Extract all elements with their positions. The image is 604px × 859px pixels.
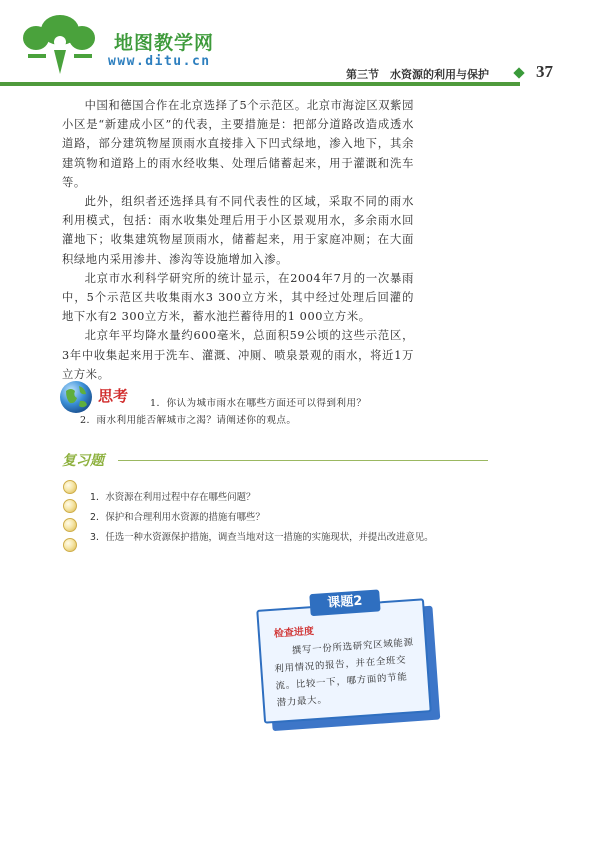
think-label: 思考 bbox=[98, 387, 129, 405]
think-question: 1．你认为城市雨水在哪些方面还可以得到利用？ bbox=[150, 398, 367, 409]
review-rule bbox=[118, 460, 488, 461]
diamond-icon bbox=[513, 67, 524, 78]
tree-people-logo-icon bbox=[18, 14, 108, 78]
bullet-icon bbox=[63, 480, 77, 494]
paragraph: 此外，组织者还选择具有不同代表性的区域，采取不同的雨水利用模式，包括：雨水收集处理后用于小区景观用水，多余雨水回灌地下；收集建筑物屋顶雨水，储蓄起来，用于家庭冲厕；在大面积绿地内采用渗井、渗沟等设施增加入渗。 bbox=[62, 195, 414, 266]
logo-url[interactable]: www.ditu.cn bbox=[108, 54, 211, 69]
review-question: 3．任选一种水资源保护措施，调查当地对这一措施的实施现状，并提出改进意见。 bbox=[90, 532, 434, 543]
header-rule bbox=[0, 82, 520, 86]
think-question: 2．雨水利用能否解城市之渴？请阐述你的观点。 bbox=[80, 415, 297, 426]
section-title: 第三节 水资源的利用与保护 bbox=[346, 68, 489, 81]
paragraph: 北京市水利科学研究所的统计显示，在2004年7月的一次暴雨中，5个示范区共收集雨水3 300立方米，其中经过处理后回灌的地下水有2 300立方米，蓄水池拦蓄待用的1 000立方米。 bbox=[62, 271, 414, 324]
bullet-icon bbox=[63, 538, 77, 552]
paragraph: 北京年平均降水量约600毫米，总面积59公顷的这些示范区，3年中收集起来用于洗车、灌溉、冲厕、喷泉景观的雨水，将近1万立方米。 bbox=[62, 329, 414, 381]
page-number: 37 bbox=[536, 62, 553, 81]
project-heading: 检查进度 bbox=[273, 626, 315, 640]
logo-name: 地图教学网 bbox=[114, 32, 215, 54]
project-tab: 课题2 bbox=[309, 589, 380, 616]
project-text: 撰写一份所选研究区域能源利用情况的报告，并在全班交流。比较一下，哪方面的节能潜力最大。 bbox=[274, 637, 415, 709]
bullet-icon bbox=[63, 499, 77, 513]
body-text bbox=[62, 96, 414, 384]
project-card bbox=[256, 593, 432, 723]
globe-icon bbox=[58, 379, 94, 415]
bullet-icon bbox=[63, 518, 77, 532]
site-logo[interactable] bbox=[18, 14, 228, 78]
review-title: 复习题 bbox=[62, 453, 104, 469]
review-question: 2．保护和合理利用水资源的措施有哪些？ bbox=[90, 512, 265, 523]
review-question: 1．水资源在利用过程中存在哪些问题？ bbox=[90, 492, 256, 503]
paragraph: 中国和德国合作在北京选择了5个示范区。北京市海淀区双紫园小区是“新建成小区”的代表，主要措施是：把部分道路改造成透水道路，部分建筑物屋顶雨水直接排入下凹式绿地，渗入地下，其余建筑物和道路上的雨水经收集、处理后储蓄起来，用于灌溉和洗车等。 bbox=[62, 99, 414, 189]
